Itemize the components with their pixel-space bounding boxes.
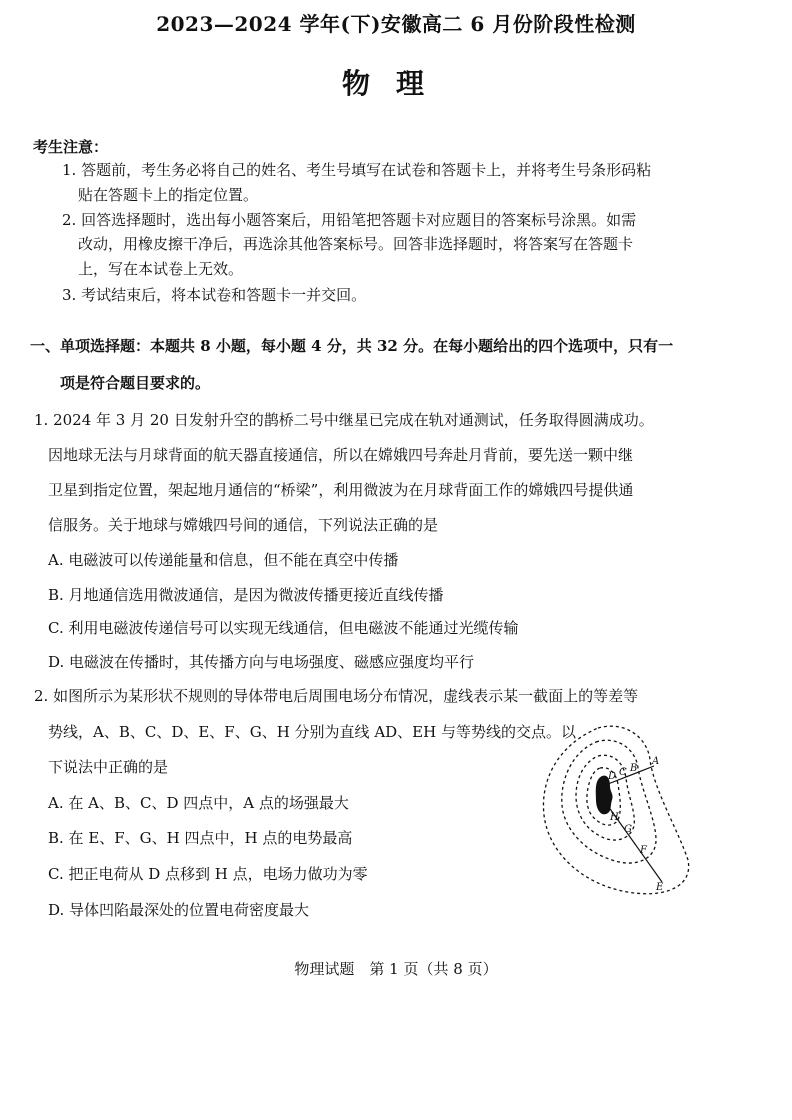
label-c: C [619,767,627,778]
q1-line-2: 因地球无法与月球背面的航天器直接通信，所以在嫦娥四号奔赴月背前，要先送一颗中继 [48,446,634,464]
exam-header: 2023—2024 学年(下)安徽高二 6 月份阶段性检测 [156,12,636,36]
q2-option-d: D. 导体凹陷最深处的位置电荷密度最大 [48,901,310,919]
q1-line-4: 信服务。关于地球与嫦娥四号间的通信，下列说法正确的是 [48,516,439,534]
q1-option-c: C. 利用电磁波传递信号可以实现无线通信，但电磁波不能通过光缆传输 [48,619,519,637]
notice-line-5: 上，写在本试卷上无效。 [78,260,244,278]
q1-line-3: 卫星到指定位置，架起地月通信的“桥梁”，利用微波为在月球背面工作的嫦娥四号提供通 [48,481,634,499]
notice-line-4: 改动，用橡皮擦干净后，再选涂其他答案标号。回答非选择题时，将答案写在答题卡 [78,235,634,253]
label-d: D [608,771,617,782]
q2-line-1: 2. 如图所示为某形状不规则的导体带电后周围电场分布情况，虚线表示某一截面上的等差等 [34,687,639,705]
page-footer: 物理试题 第 1 页（共 8 页） [294,960,498,978]
equipotential-line-1 [543,726,688,894]
q1-option-a: A. 电磁波可以传递能量和信息，但不能在真空中传播 [48,551,399,569]
label-f: F [640,845,647,856]
q2-option-b: B. 在 E、F、G、H 四点中，H 点的电势最高 [48,829,353,847]
q1-option-b: B. 月地通信选用微波通信，是因为微波传播更接近直线传播 [48,586,444,604]
section-heading: 一、单项选择题：本题共 8 小题，每小题 4 分，共 32 分。在每小题给出的四个选项中，只有一 [30,337,674,355]
q2-option-a: A. 在 A、B、C、D 四点中，A 点的场强最大 [48,794,349,812]
notice-title: 考生注意： [33,138,109,156]
notice-line-6: 3. 考试结束后，将本试卷和答题卡一并交回。 [62,286,367,304]
notice-line-2: 贴在答题卡上的指定位置。 [78,186,259,204]
subject-title: 物理 [341,67,450,100]
q2-line-2: 势线，A、B、C、D、E、F、G、H 分别为直线 AD、EH 与等势线的交点。以 [48,723,576,741]
label-g: G [624,824,632,835]
label-e: E [656,882,664,893]
label-b: B [630,763,638,774]
equipotential-figure [538,720,698,900]
q2-option-c: C. 把正电荷从 D 点移到 H 点，电场力做功为零 [48,865,368,883]
notice-line-1: 1. 答题前，考生务必将自己的姓名、考生号填写在试卷和答题卡上，并将考生号条形码粘 [62,161,652,179]
q2-line-3: 下说法中正确的是 [48,758,169,776]
q1-line-1: 1. 2024 年 3 月 20 日发射升空的鹊桥二号中继星已完成在轨对通测试，任务取得圆满成功。 [34,411,654,429]
label-a: A [652,756,660,767]
q1-option-d: D. 电磁波在传播时，其传播方向与电场强度、磁感应强度均平行 [48,653,475,671]
section-heading-cont: 项是符合题目要求的。 [60,374,211,392]
notice-line-3: 2. 回答选择题时，选出每小题答案后，用铅笔把答题卡对应题目的答案标号涂黑。如需 [62,211,637,229]
label-h: H [610,812,619,823]
